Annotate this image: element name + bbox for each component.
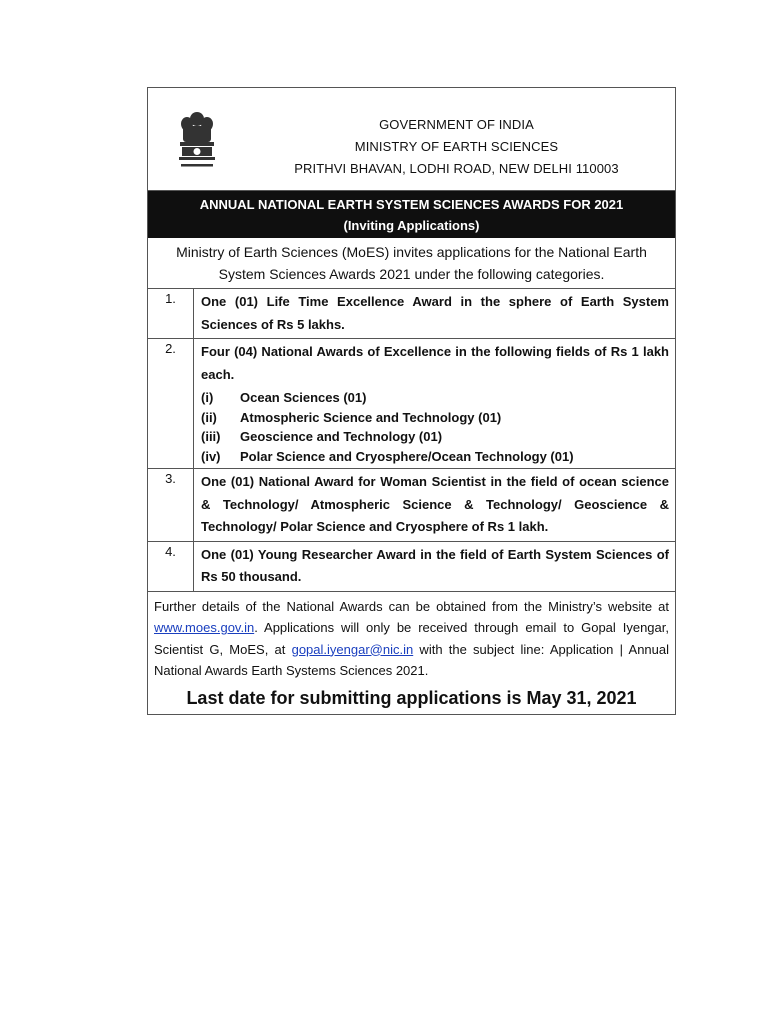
website-link[interactable]: www.moes.gov.in (154, 620, 255, 635)
subitem-number: (i) (201, 390, 214, 405)
category-number: 1. (148, 289, 194, 338)
header-line-1: GOVERNMENT OF INDIA (379, 117, 534, 132)
deadline-text: Last date for submitting applications is May 31, 2021 (186, 687, 637, 708)
subitem-text: Atmospheric Science and Technology (01) (240, 409, 502, 425)
category-row (148, 289, 675, 339)
title-bar (148, 191, 675, 238)
category-row (148, 542, 675, 592)
category-text: One (01) National Award for Woman Scientist in the field of ocean science & Technology/ Atmospheric Science & Technology/ Geoscience & Technology/ Polar Science and Cryosphere of Rs 1 lakh. (201, 474, 669, 534)
list-item (201, 447, 669, 467)
header-line-2: MINISTRY OF EARTH SCIENCES (354, 139, 559, 154)
subitem-number: (iv) (201, 448, 221, 464)
intro-text: Ministry of Earth Sciences (MoES) invites applications for the National Earth System Sciences Awards 2021 under the following categories. (148, 238, 675, 289)
category-text: One (01) Young Researcher Award in the field of Earth System Sciences of Rs 50 thousand. (201, 546, 669, 584)
category-number: 4. (148, 542, 194, 591)
subitem-text: Geoscience and Technology (01) (240, 429, 443, 444)
subitem-number: (ii) (201, 409, 217, 425)
category-row (148, 469, 675, 542)
award-notice (147, 87, 676, 715)
header-line-3: PRITHVI BHAVAN, LODHI ROAD, NEW DELHI 110003 (294, 161, 619, 176)
category-text: Four (04) National Awards of Excellence in the following fields of Rs 1 lakh each. (201, 344, 669, 382)
subitem-text: Ocean Sciences (01) (240, 390, 367, 405)
footer-text-part: with the subject line: Application | Annual National Awards Earth Systems Sciences 2021. (154, 641, 669, 678)
category-number: 3. (148, 469, 194, 541)
list-item (201, 408, 669, 428)
footer-text-part: . Applications will only be received through email to Gopal Iyengar, Scientist G, MoES, at (154, 620, 669, 657)
category-number: 2. (148, 339, 194, 468)
list-item (201, 427, 669, 447)
subitem-text: Polar Science and Cryosphere/Ocean Technology (01) (240, 448, 574, 464)
subcategory-list (201, 388, 669, 466)
header (148, 88, 675, 191)
national-emblem-icon (175, 110, 219, 172)
category-text: One (01) Life Time Excellence Award in the sphere of Earth System Sciences of Rs 5 lakhs. (201, 294, 669, 332)
title-line-1: ANNUAL NATIONAL EARTH SYSTEM SCIENCES AWARDS FOR 2021 (199, 197, 624, 212)
footer-text-part: Further details of the National Awards can be obtained from the Ministry’s website at (154, 598, 669, 614)
category-row (148, 339, 675, 469)
footer-text (148, 592, 675, 684)
subitem-number: (iii) (201, 429, 221, 444)
list-item (201, 388, 669, 408)
title-line-2: (Inviting Applications) (343, 218, 480, 233)
email-link[interactable]: gopal.iyengar@nic.in (291, 641, 414, 657)
